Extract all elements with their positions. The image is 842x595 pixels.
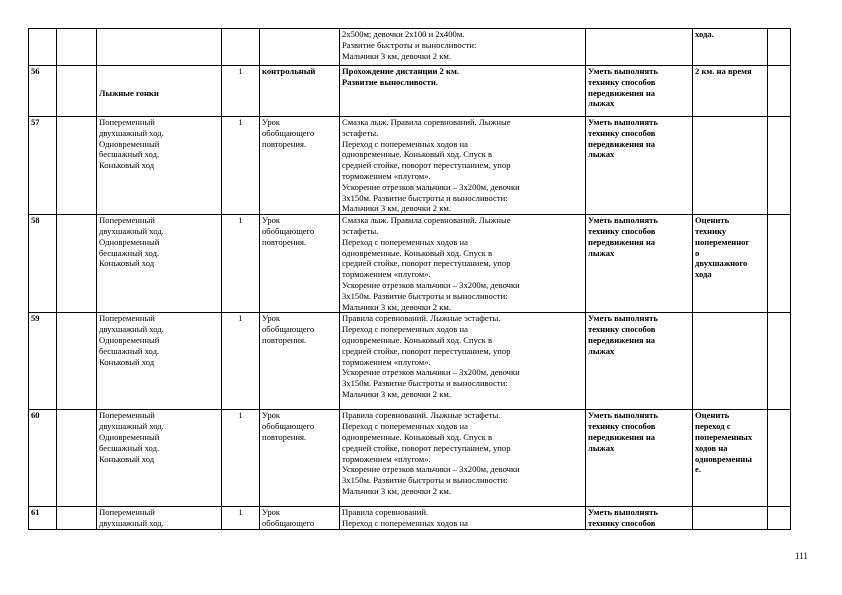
requirements-line: лыжах	[588, 442, 615, 453]
lesson-content	[340, 29, 586, 66]
table-row	[29, 66, 791, 117]
hours-text: 1	[238, 66, 243, 76]
requirements-line: Уметь выполнять	[588, 117, 658, 127]
lesson-control	[693, 313, 768, 410]
table-row	[29, 117, 791, 215]
topic-line: двухшажный ход.	[99, 127, 164, 138]
requirements-line: передвижения на	[588, 236, 656, 247]
content-line: Мальчики 3 км, девочки 2 км.	[342, 485, 451, 496]
control-line: Оценить	[695, 215, 730, 226]
topic-line: двухшажный ход.	[99, 324, 164, 335]
control-line: попеременных	[695, 431, 753, 442]
lesson-hours	[222, 215, 260, 313]
lesson-number-text: 61	[31, 507, 40, 518]
lesson-type	[260, 215, 340, 313]
lesson-number-text: 60	[31, 410, 40, 421]
lesson-control	[693, 117, 768, 215]
lesson-topic	[97, 29, 222, 66]
requirements-line: технику способов	[588, 127, 656, 138]
topic-line: Лыжные гонки	[99, 88, 159, 98]
date-cell	[768, 117, 791, 215]
lesson-type	[260, 410, 340, 507]
hours-text: 1	[238, 313, 243, 324]
table-row	[29, 215, 791, 313]
control-line: 2 км. на время	[695, 66, 752, 76]
lesson-content	[340, 117, 586, 215]
content-line: средней стойке, поворот переступанием, упор	[342, 258, 511, 269]
lesson-content	[340, 215, 586, 313]
lesson-number	[29, 507, 57, 530]
lesson-number	[29, 66, 57, 117]
lesson-hours	[222, 66, 260, 117]
content-line: одновременные. Коньковый ход. Спуск в	[342, 334, 493, 345]
content-line: Переход с попеременных ходов на	[342, 518, 468, 529]
content-line: 3х150м. Развитие быстроты и выносливости:	[342, 290, 508, 301]
topic-line: бесшажный ход.	[99, 442, 160, 453]
requirements-line: технику способов	[588, 421, 656, 432]
requirements-line: лыжах	[588, 345, 615, 356]
topic-line: Попеременный	[99, 313, 155, 324]
requirements-line: лыжах	[588, 98, 615, 109]
lesson-content	[340, 507, 586, 530]
topic-line: бесшажный ход.	[99, 345, 160, 356]
control-line: одновременны	[695, 453, 752, 464]
lesson-number	[29, 215, 57, 313]
blank-cell	[57, 215, 97, 313]
topic-line: Попеременный	[99, 215, 155, 226]
lesson-hours	[222, 507, 260, 530]
lesson-content	[340, 66, 586, 117]
content-line: Ускорение отрезков мальчики – 3х200м, девочки	[342, 464, 520, 475]
content-line: Ускорение отрезков мальчики – 3х200м, девочки	[342, 279, 520, 290]
blank-cell	[57, 507, 97, 530]
type-line: обобщающего	[262, 518, 315, 529]
requirements-line: лыжах	[588, 247, 615, 258]
type-line: Урок	[262, 313, 281, 324]
content-line: Ускорение отрезков мальчики – 3х200м, девочки	[342, 181, 520, 192]
lesson-requirements	[586, 29, 693, 66]
topic-line: Попеременный	[99, 410, 155, 421]
type-line: обобщающего	[262, 421, 315, 432]
date-cell	[768, 66, 791, 117]
content-line: Мальчики 3 км, девочки 2 км.	[342, 50, 451, 61]
date-cell	[768, 313, 791, 410]
content-line: Мальчики 3 км, девочки 2 км.	[342, 203, 451, 214]
lesson-topic	[97, 117, 222, 215]
requirements-line: Уметь выполнять	[588, 66, 658, 76]
type-line: обобщающего	[262, 324, 315, 335]
lesson-type	[260, 117, 340, 215]
requirements-line: передвижения на	[588, 138, 656, 149]
content-line: Переход с попеременных ходов на	[342, 421, 468, 432]
content-line: Смазка лыж. Правила соревнований. Лыжные	[342, 215, 511, 226]
lesson-requirements	[586, 117, 693, 215]
lesson-control	[693, 410, 768, 507]
requirements-line: лыжах	[588, 149, 615, 160]
requirements-line: Уметь выполнять	[588, 507, 658, 518]
control-line: ходa.	[695, 29, 714, 39]
content-line: эстафеты.	[342, 225, 379, 236]
table-row	[29, 507, 791, 530]
lesson-type	[260, 313, 340, 410]
content-line: одновременные. Коньковый ход. Спуск в	[342, 431, 493, 442]
type-line: повторения.	[262, 431, 307, 442]
type-line: обобщающего	[262, 127, 315, 138]
control-line: о	[695, 247, 700, 258]
date-cell	[768, 215, 791, 313]
type-line: Урок	[262, 117, 281, 127]
requirements-line: технику способов	[588, 324, 656, 335]
control-line: попеременног	[695, 236, 750, 247]
blank-cell	[57, 29, 97, 66]
control-line: переход с	[695, 421, 731, 432]
lesson-number	[29, 410, 57, 507]
topic-line: Попеременный	[99, 507, 155, 518]
requirements-line: передвижения на	[588, 431, 656, 442]
lesson-content	[340, 313, 586, 410]
content-line: средней стойке, поворот переступанием, упор	[342, 442, 511, 453]
lesson-requirements	[586, 313, 693, 410]
lesson-requirements	[586, 66, 693, 117]
type-line: повторения.	[262, 334, 307, 345]
content-line: 2х500м; девочки 2х100 и 2х400м.	[342, 29, 465, 39]
requirements-line: Уметь выполнять	[588, 215, 658, 226]
lesson-control	[693, 507, 768, 530]
topic-line: Одновременный	[99, 334, 160, 345]
content-line: Прохождение дистанции 2 км.	[342, 66, 459, 76]
type-line: Урок	[262, 215, 281, 226]
content-line: Переход с попеременных ходов на	[342, 138, 468, 149]
lesson-number	[29, 29, 57, 66]
topic-line: двухшажный ход.	[99, 421, 164, 432]
topic-line: Коньковый ход	[99, 160, 155, 171]
content-line: Развитие быстроты и выносливости:	[342, 39, 477, 50]
date-cell	[768, 29, 791, 66]
hours-text: 1	[238, 117, 243, 127]
topic-line: Коньковый ход	[99, 453, 155, 464]
content-line: торможением «плугом».	[342, 453, 431, 464]
lesson-topic	[97, 507, 222, 530]
type-line: повторения.	[262, 236, 307, 247]
content-line: Смазка лыж. Правила соревнований. Лыжные	[342, 117, 511, 127]
blank-cell	[57, 117, 97, 215]
topic-line: Коньковый ход	[99, 356, 155, 367]
requirements-line: технику способов	[588, 76, 656, 87]
lesson-topic	[97, 66, 222, 117]
topic-line: Одновременный	[99, 236, 160, 247]
lesson-topic	[97, 410, 222, 507]
table-row	[29, 29, 791, 66]
content-line: средней стойке, поворот переступанием, упор	[342, 345, 511, 356]
control-line: ходов на	[695, 442, 728, 453]
topic-line: двухшажный ход.	[99, 518, 164, 529]
lesson-topic	[97, 215, 222, 313]
lesson-hours	[222, 29, 260, 66]
requirements-line: технику способов	[588, 518, 656, 529]
lesson-content	[340, 410, 586, 507]
topic-line: Коньковый ход	[99, 258, 155, 269]
lesson-number-text: 56	[31, 66, 40, 76]
content-line: одновременные. Коньковый ход. Спуск в	[342, 149, 493, 160]
lesson-requirements	[586, 215, 693, 313]
lesson-control	[693, 29, 768, 66]
type-line: Урок	[262, 507, 281, 518]
content-line: Правила соревнований.	[342, 507, 429, 518]
type-line: контрольный	[262, 66, 316, 76]
content-line: Переход с попеременных ходов на	[342, 236, 468, 247]
requirements-line: передвижения на	[588, 334, 656, 345]
lesson-hours	[222, 410, 260, 507]
lesson-type	[260, 29, 340, 66]
type-line: Урок	[262, 410, 281, 421]
blank-cell	[57, 66, 97, 117]
content-line: торможением «плугом».	[342, 269, 431, 280]
lesson-plan-table	[28, 28, 791, 530]
content-line: 3х150м. Развитие быстроты и выносливости:	[342, 475, 508, 486]
content-line: Мальчики 3 км, девочки 2 км.	[342, 388, 451, 399]
content-line: торможением «плугом».	[342, 170, 431, 181]
hours-text: 1	[238, 410, 243, 421]
content-line: одновременные. Коньковый ход. Спуск в	[342, 247, 493, 258]
lesson-number-text: 58	[31, 215, 40, 226]
lesson-requirements	[586, 507, 693, 530]
topic-line: бесшажный ход.	[99, 149, 160, 160]
lesson-number-text: 57	[31, 117, 40, 127]
page-number: 111	[795, 551, 808, 561]
content-line: торможением «плугом».	[342, 356, 431, 367]
topic-line: двухшажный ход.	[99, 225, 164, 236]
type-line: обобщающего	[262, 225, 315, 236]
lesson-control	[693, 66, 768, 117]
control-line: технику	[695, 225, 727, 236]
hours-text: 1	[238, 215, 243, 226]
control-line: хода	[695, 269, 712, 280]
content-line: эстафеты.	[342, 127, 379, 138]
blank-cell	[57, 313, 97, 410]
blank-cell	[57, 410, 97, 507]
content-line: Мальчики 3 км, девочки 2 км.	[342, 301, 451, 312]
lesson-type	[260, 507, 340, 530]
topic-line: Попеременный	[99, 117, 155, 127]
requirements-line: технику способов	[588, 225, 656, 236]
content-line: Развитие выносливости.	[342, 76, 438, 87]
control-line: е.	[695, 464, 701, 475]
content-line: 3х150м. Развитие быстроты и выносливости:	[342, 378, 508, 389]
content-line: 3х150м. Развитие быстроты и выносливости:	[342, 192, 508, 203]
table-row	[29, 410, 791, 507]
lesson-type	[260, 66, 340, 117]
requirements-line: Уметь выполнять	[588, 313, 658, 324]
lesson-hours	[222, 117, 260, 215]
control-line: Оценить	[695, 410, 730, 421]
topic-line: Одновременный	[99, 138, 160, 149]
content-line: Правила соревнований. Лыжные эстафеты.	[342, 410, 501, 421]
content-line: Ускорение отрезков мальчики – 3х200м, девочки	[342, 367, 520, 378]
lesson-hours	[222, 313, 260, 410]
content-line: Правила соревнований. Лыжные эстафеты.	[342, 313, 501, 324]
topic-wrapper	[99, 66, 219, 99]
content-line: Переход с попеременных ходов на	[342, 324, 468, 335]
lesson-requirements	[586, 410, 693, 507]
content-line: средней стойке, поворот переступанием, упор	[342, 160, 511, 171]
hours-text: 1	[238, 507, 243, 518]
control-line: двухшажного	[695, 258, 748, 269]
lesson-number-text: 59	[31, 313, 40, 324]
date-cell	[768, 507, 791, 530]
lesson-number	[29, 117, 57, 215]
date-cell	[768, 410, 791, 507]
requirements-line: Уметь выполнять	[588, 410, 658, 421]
type-line: повторения.	[262, 138, 307, 149]
lesson-control	[693, 215, 768, 313]
topic-line: бесшажный ход.	[99, 247, 160, 258]
requirements-line: передвижения на	[588, 87, 656, 98]
table-row	[29, 313, 791, 410]
topic-line: Одновременный	[99, 431, 160, 442]
lesson-number	[29, 313, 57, 410]
lesson-topic	[97, 313, 222, 410]
